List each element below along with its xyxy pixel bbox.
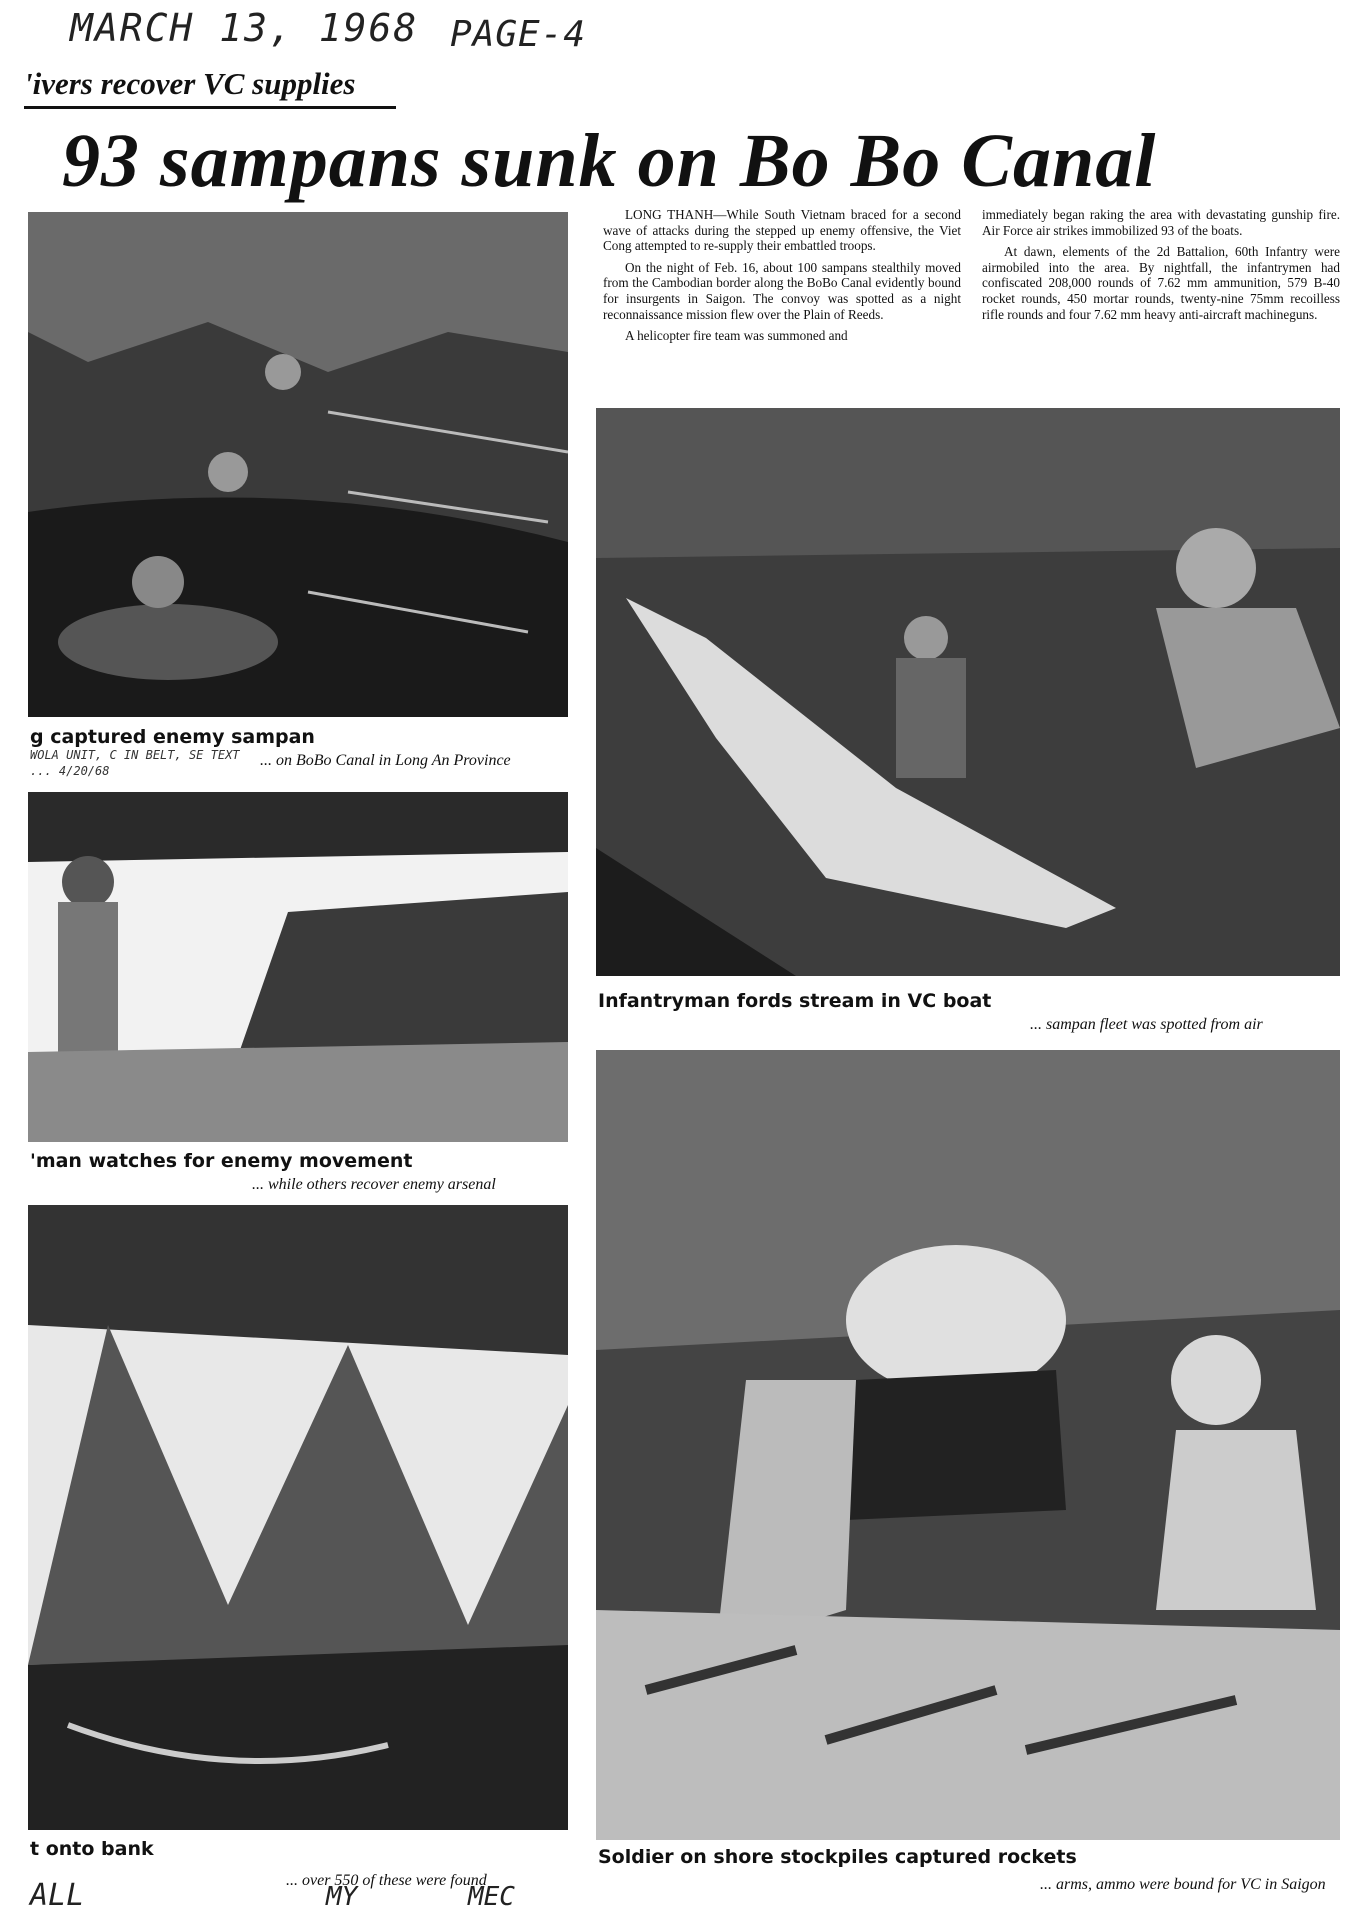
article-paragraph: LONG THANH—While South Vietnam braced for a second wave of attacks during the stepped up enemy offensive, the Viet Cong attempted to re-supply their embattled troops. <box>603 207 961 254</box>
photo-subcaption-1: ... on BoBo Canal in Long An Province <box>260 752 511 769</box>
photo-caption-3: t onto bank <box>30 1838 154 1860</box>
photo-stockpiles-rockets <box>596 1050 1340 1840</box>
handwritten-bottom-left: ALL <box>30 1878 85 1913</box>
article-paragraph: immediately began raking the area with devastating gunship fire. Air Force air strikes immobilized 93 of the boats. <box>982 207 1340 238</box>
kicker-headline: 'ivers recover VC supplies <box>24 66 396 109</box>
main-headline: 93 sampans sunk on Bo Bo Canal <box>62 119 1157 203</box>
photo-subcaption-3: ... over 550 of these were found <box>286 1872 487 1889</box>
photo-watch-enemy-movement <box>28 792 568 1142</box>
handwritten-page-number: PAGE-4 <box>450 14 587 55</box>
photo-onto-bank <box>28 1205 568 1830</box>
photo-captured-sampan <box>28 212 568 717</box>
handwritten-note-1: WOLA UNIT, C IN BELT, SE TEXT <box>30 748 240 762</box>
photo-caption-4: Infantryman fords stream in VC boat <box>598 990 992 1012</box>
photo-subcaption-2: ... while others recover enemy arsenal <box>252 1176 496 1193</box>
article-paragraph: A helicopter fire team was summoned and <box>625 328 848 344</box>
photo-caption-1: g captured enemy sampan <box>30 726 315 748</box>
photo-caption-2: 'man watches for enemy movement <box>30 1150 413 1172</box>
article-paragraph: At dawn, elements of the 2d Battalion, 60th Infantry were airmobiled into the area. By nightfall, the infantrymen had confiscated 208,000 rounds of 7.62 mm ammunition, 579 B-40 rocket rounds, 450 mortar rounds, twenty-nine 75mm recoilless rifle rounds and four 7.62 mm heavy anti-aircraft machineguns. <box>982 244 1340 322</box>
photo-fords-stream <box>596 408 1340 976</box>
photo-subcaption-4: ... sampan fleet was spotted from air <box>1030 1016 1263 1033</box>
handwritten-date: MARCH 13, 1968 <box>70 6 419 50</box>
article-column-1 <box>603 207 961 350</box>
article-column-2 <box>982 207 1340 328</box>
handwritten-signature-2: MEC <box>468 1882 515 1912</box>
photo-caption-5: Soldier on shore stockpiles captured rockets <box>598 1846 1077 1868</box>
handwritten-note-2: ... 4/20/68 <box>30 764 110 778</box>
photo-subcaption-5: ... arms, ammo were bound for VC in Saigon <box>1040 1876 1326 1893</box>
article-paragraph: On the night of Feb. 16, about 100 sampans stealthily moved from the Cambodian border along the BoBo Canal evidently bound for insurgents in Saigon. The convoy was spotted as a night reconnaissance mission flew over the Plain of Reeds. <box>603 259 961 322</box>
handwritten-signature-1: MY <box>326 1882 358 1912</box>
